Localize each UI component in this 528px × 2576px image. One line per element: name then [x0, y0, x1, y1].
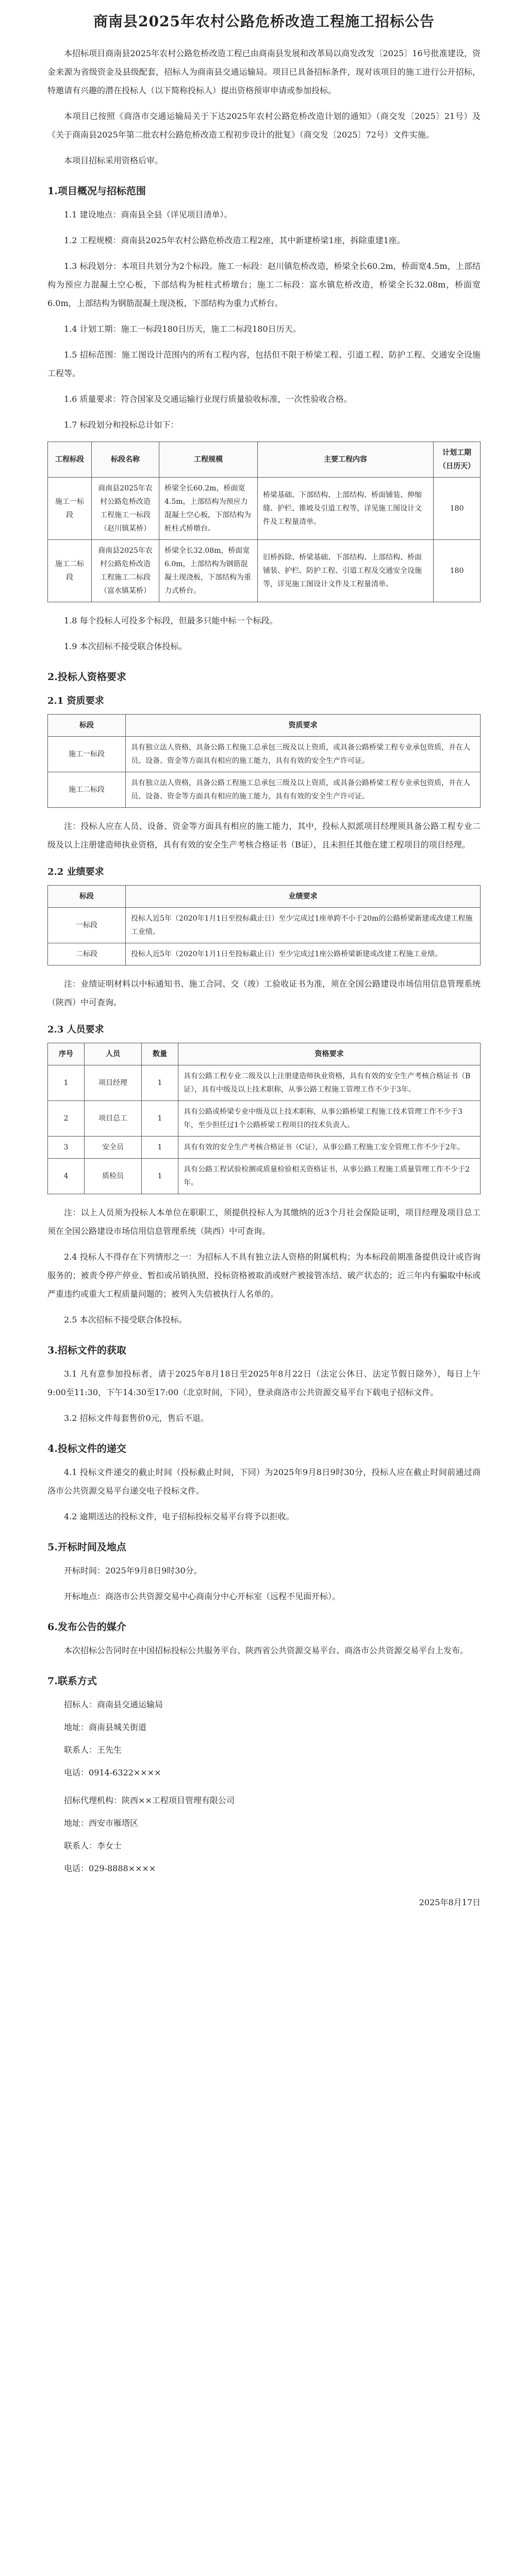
subsection-heading: 2.2 业绩要求: [47, 867, 104, 877]
section1-after-p1: 1.8 每个投标人可投多个标段，但最多只能中标一个标段。: [64, 616, 278, 625]
section-heading-6: 6.发布公告的媒介: [47, 1621, 126, 1633]
table-cell: 2: [48, 1101, 85, 1137]
section1-p5: 1.5 招标范围：施工图设计范围内的所有工程内容，包括但不限于桥梁工程、引道工程、防护工程、交通安全设施工程等。: [47, 350, 481, 378]
table-cell: 3: [48, 1137, 85, 1159]
table-header-row: [48, 1043, 481, 1065]
table-header: 序号: [48, 1043, 85, 1065]
section1-p3: 1.3 标段划分：本项目共划分为2个标段。施工一标段：赵川镇危桥改造，桥梁全长60.2m，桥面宽4.5m，上部结构为预应力混凝土空心板，下部结构为桩柱式桥墩台；施工二标段：富水镇危桥改造，桥梁全长32.08m，桥面宽6.0m，上部结构为钢筋混凝土现浇板，下部结构为重力式桥台。: [47, 261, 481, 308]
table-cell: 旧桥拆除、桥梁基础、下部结构、上部结构、桥面铺装、护栏、防护工程、引道工程及交通安全设施等，详见施工图设计文件及工程量清单。: [258, 540, 434, 602]
personnel-note: 注：以上人员须为投标人本单位在职职工，须提供投标人为其缴纳的近3个月社会保险证明，项目经理及项目总工须在全国公路建设市场信用信息管理系统（陕西）中可查询。: [47, 1208, 481, 1236]
table-cell: 具有有效的安全生产考核合格证书（C证），从事公路工程施工安全管理工作不少于2年。: [178, 1137, 481, 1159]
section5-p1: 开标时间：2025年9月8日9时30分。: [64, 1566, 202, 1575]
table-header: 资格要求: [178, 1043, 481, 1065]
table-cell: 1: [48, 1065, 85, 1101]
intro-paragraph: 本招标项目商南县2025年农村公路危桥改造工程已由商南县发展和改革局以商发改发〔2025〕16号批准建设，资金来源为省级资金及县级配套，招标人为商南县交通运输局。项目已具备招标条件，现对该项目的施工进行公开招标，特邀请有兴趣的潜在投标人（以下简称投标人）提出资格预审申请或参加投标。: [47, 48, 481, 95]
agent-value: 陕西××工程项目管理有限公司: [122, 1795, 235, 1805]
address-label: 地址：: [64, 1722, 89, 1732]
table-row: [48, 1101, 481, 1137]
subsection-heading: 2.1 资质要求: [47, 696, 104, 706]
agent-address-line: [64, 1814, 481, 1833]
tenderer-tel-line: [64, 1764, 481, 1782]
personnel-table: [47, 1043, 481, 1194]
table-cell: 桥梁全长60.2m，桥面宽4.5m，上部结构为预应力混凝土空心板，下部结构为桩柱式桥墩台。: [159, 478, 258, 540]
intro-paragraph-2: 本项目已按照《商洛市交通运输局关于下达2025年农村公路危桥改造计划的通知》（商交发〔2025〕21号）及《关于商南县2025年第二批农村公路危桥改造工程初步设计的批复》（商交发〔2025〕72号）文件实施。: [47, 111, 481, 140]
section1-p1: 1.1 建设地点：商南县全县（详见项目清单）。: [64, 210, 233, 219]
agent-address-label: 地址：: [64, 1818, 89, 1828]
table-cell: 180: [434, 478, 481, 540]
table-cell: 商南县2025年农村公路危桥改造工程施工一标段（赵川镇某桥）: [92, 478, 159, 540]
table-header: 计划工期（日历天）: [434, 442, 481, 478]
section1-after-p2: 1.9 本次招标不接受联合体投标。: [64, 641, 187, 651]
agent-label: 招标代理机构：: [64, 1795, 122, 1805]
section4-p1: 4.1 投标文件递交的截止时间（投标截止时间，下同）为2025年9月8日9时30分，投标人应在截止时间前通过商洛市公共资源交易平台递交电子投标文件。: [47, 1467, 481, 1496]
table-cell: 投标人近5年（2020年1月1日至投标截止日）至少完成过1座公路桥梁新建或改建工程施工业绩。: [126, 943, 481, 965]
table-header-row: [48, 886, 481, 908]
section6-p1: 本次招标公告同时在中国招标投标公共服务平台、陕西省公共资源交易平台、商洛市公共资源交易平台上发布。: [64, 1646, 469, 1655]
table-cell: 180: [434, 540, 481, 602]
table-row: [48, 772, 481, 808]
section1-p2: 1.2 工程规模：商南县2025年农村公路危桥改造工程2座，其中新建桥梁1座，拆除重建1座。: [64, 235, 405, 245]
table-header: 数量: [142, 1043, 178, 1065]
subsection-heading: 2.3 人员要求: [47, 1024, 104, 1035]
table-cell: 施工二标段: [48, 772, 126, 808]
table-row: [48, 1159, 481, 1194]
section3-p2: 3.2 招标文件每套售价0元，售后不退。: [64, 1413, 209, 1423]
table-row: [48, 737, 481, 772]
section3-p1: 3.1 凡有意参加投标者，请于2025年8月18日至2025年8月22日（法定公休日、法定节假日除外），每日上午9:00至11:30，下午14:30至17:00（北京时间，下同），登录商洛市公共资源交易平台下载电子招标文件。: [47, 1369, 481, 1397]
contact-label: 联系人：: [64, 1745, 97, 1755]
agent-line: [64, 1791, 481, 1810]
table-header: 人员: [85, 1043, 142, 1065]
table-cell: 具有公路工程专业二级及以上注册建造师执业资格，具有有效的安全生产考核合格证书（B证），具有中级及以上技术职称，从事公路工程施工管理工作不少于3年。: [178, 1065, 481, 1101]
table-header: 标段: [48, 886, 126, 908]
tel-value: 0914-6322××××: [89, 1768, 161, 1777]
table-cell: 具有公路工程试验检测或质量检验相关资格证书，从事公路工程施工质量管理工作不少于2年。: [178, 1159, 481, 1194]
performance-note: 注：业绩证明材料以中标通知书、施工合同、交（竣）工验收证书为准，须在全国公路建设市场信用信息管理系统（陕西）中可查询。: [47, 979, 481, 1007]
tenderer-address-line: [64, 1718, 481, 1737]
section5-p2: 开标地点：商洛市公共资源交易中心商南分中心开标室（远程不见面开标）。: [64, 1591, 341, 1601]
table-cell: 具有独立法人资格，具备公路工程施工总承包三级及以上资质，或具备公路桥梁工程专业承包资质，并在人员、设备、资金等方面具有相应的施工能力，具有有效的安全生产许可证。: [126, 737, 481, 772]
section-heading-4: 4.投标文件的递交: [47, 1443, 126, 1454]
table-cell: 1: [142, 1159, 178, 1194]
section2-p1: 2.4 投标人不得存在下列情形之一：为招标人不具有独立法人资格的附属机构；为本标段前期准备提供设计或咨询服务的；被责令停产停业、暂扣或吊销执照、投标资格被取消或财产被接管冻结、破产状态的；近三年内有骗取中标或严重违约或重大工程质量问题的；被列入失信被执行人名单的。: [47, 1252, 481, 1299]
table-cell: 商南县2025年农村公路危桥改造工程施工二标段（富水镇某桥）: [92, 540, 159, 602]
table-cell: 二标段: [48, 943, 126, 965]
table-header-row: [48, 715, 481, 737]
table-row: [48, 1065, 481, 1101]
table-header: 标段: [48, 715, 126, 737]
section4-p2: 4.2 逾期送达的投标文件，电子招标投标交易平台将予以拒收。: [64, 1512, 294, 1521]
table-cell: 1: [142, 1137, 178, 1159]
table-cell: 4: [48, 1159, 85, 1194]
agent-contact-value: 李女士: [97, 1841, 122, 1851]
agent-contact-label: 联系人：: [64, 1841, 97, 1851]
section-heading-3: 3.招标文件的获取: [47, 1345, 126, 1356]
table-cell: 具有独立法人资格，具备公路工程施工总承包三级及以上资质，或具备公路桥梁工程专业承包资质，并在人员、设备、资金等方面具有相应的施工能力，具有有效的安全生产许可证。: [126, 772, 481, 808]
table-row: [48, 943, 481, 965]
table-header-row: [48, 442, 481, 478]
table-header: 工程规模: [159, 442, 258, 478]
table-cell: 桥梁基础、下部结构、上部结构、桥面铺装、伸缩缝、护栏、锥坡及引道工程等，详见施工图设计文件及工程量清单。: [258, 478, 434, 540]
section-heading-7: 7.联系方式: [47, 1675, 97, 1687]
section1-p7: 1.7 标段划分和投标总计如下：: [64, 420, 179, 430]
table-header: 标段名称: [92, 442, 159, 478]
table-cell: 质检员: [85, 1159, 142, 1194]
tel-label: 电话：: [64, 1768, 89, 1777]
table-header: 主要工程内容: [258, 442, 434, 478]
table-cell: 投标人近5年（2020年1月1日至投标截止日）至少完成过1座单跨不小于20m的公路桥梁新建或改建工程施工业绩。: [126, 908, 481, 943]
tenderer-line: [64, 1696, 481, 1714]
section2-p2: 2.5 本次招标不接受联合体投标。: [64, 1315, 187, 1325]
table-row: [48, 478, 481, 540]
table-cell: 施工一标段: [48, 478, 92, 540]
contact-value: 王先生: [97, 1745, 122, 1755]
table-cell: 1: [142, 1065, 178, 1101]
note-paragraph: 本项目招标采用资格后审。: [64, 156, 163, 165]
table-row: [48, 908, 481, 943]
section1-p6: 1.6 质量要求：符合国家及交通运输行业现行质量验收标准，一次性验收合格。: [64, 394, 352, 404]
table-cell: 1: [142, 1101, 178, 1137]
qualification-table: [47, 714, 481, 808]
tenderer-label: 招标人：: [64, 1700, 97, 1709]
sign-date: 2025年8月17日: [419, 1897, 481, 1907]
lot-table: [47, 442, 481, 602]
agent-contact-line: [64, 1837, 481, 1855]
table-row: [48, 540, 481, 602]
table-row: [48, 1137, 481, 1159]
table-cell: 安全员: [85, 1137, 142, 1159]
section-heading-1: 1.项目概况与招标范围: [47, 185, 146, 197]
table-cell: 一标段: [48, 908, 126, 943]
performance-table: [47, 885, 481, 965]
tenderer-value: 商南县交通运输局: [97, 1700, 163, 1709]
section1-p4: 1.4 计划工期：施工一标段180日历天，施工二标段180日历天。: [64, 324, 301, 334]
table-cell: 项目经理: [85, 1065, 142, 1101]
address-value: 商南县城关街道: [89, 1722, 147, 1732]
table-cell: 具有公路或桥梁专业中级及以上技术职称，从事公路桥梁工程施工技术管理工作不少于3年，至少担任过1个公路桥梁工程项目的技术负责人。: [178, 1101, 481, 1137]
table-header: 资质要求: [126, 715, 481, 737]
section-heading-2: 2.投标人资格要求: [47, 671, 126, 683]
table-cell: 项目总工: [85, 1101, 142, 1137]
agent-address-value: 西安市雁塔区: [89, 1818, 139, 1828]
table-cell: 桥梁全长32.08m，桥面宽6.0m，上部结构为钢筋混凝土现浇板，下部结构为重力式桥台。: [159, 540, 258, 602]
table-header: 工程标段: [48, 442, 92, 478]
table-header: 业绩要求: [126, 886, 481, 908]
tenderer-contact-line: [64, 1741, 481, 1759]
agent-tel-value: 029-8888××××: [89, 1863, 156, 1873]
section-heading-5: 5.开标时间及地点: [47, 1541, 126, 1553]
agent-tel-line: [64, 1859, 481, 1878]
table-cell: 施工一标段: [48, 737, 126, 772]
qualification-note: 注：投标人应在人员、设备、资金等方面具有相应的施工能力，其中，投标人拟派项目经理须具备公路工程专业二级及以上注册建造师执业资格，具有有效的安全生产考核合格证书（B证），且未担任其他在建工程项目的项目经理。: [47, 821, 481, 850]
table-cell: 施工二标段: [48, 540, 92, 602]
agent-tel-label: 电话：: [64, 1863, 89, 1873]
document-title: 商南县2025年农村公路危桥改造工程施工招标公告: [93, 13, 435, 30]
